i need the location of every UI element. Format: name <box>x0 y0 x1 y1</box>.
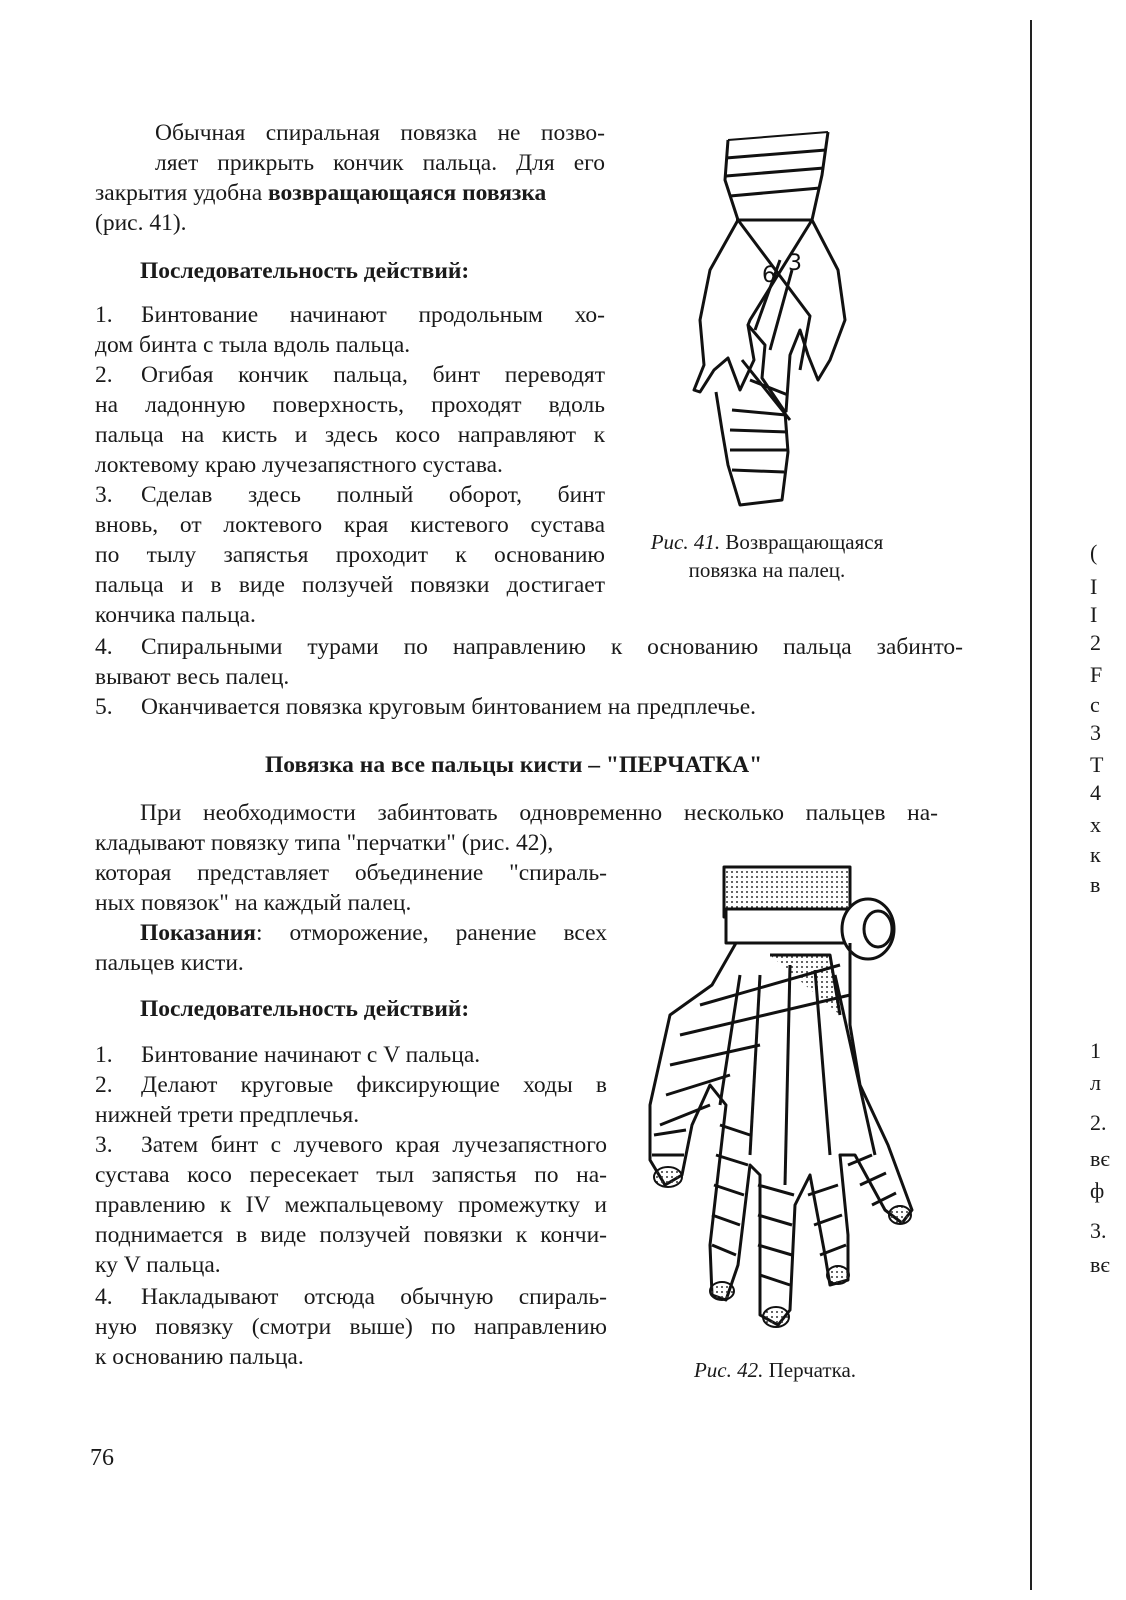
intro-line-2: ляет прикрыть кончик пальца. Для его <box>155 150 605 176</box>
s2-indications: Показания: отморожение, ранение всех <box>140 920 607 946</box>
s2-step-2-line-2: нижней трети предплечья. <box>95 1102 360 1128</box>
s1-step-2-line-4: локтевому краю лучезапястного сустава. <box>95 452 503 478</box>
s1-step-1-line-1: 1. Бинтование начинают продольным хо- <box>95 302 605 328</box>
s1-step-1-line-2: дом бинта с тыла вдоль пальца. <box>95 332 411 358</box>
fig41-label-6: 6 <box>762 263 776 288</box>
s2-intro-line-1: При необходимости забинтовать одновременно несколько пальцев на- <box>140 800 938 826</box>
edge-char: F <box>1090 662 1103 687</box>
s2-intro-line-4: ных повязок" на каждый палец. <box>95 890 412 916</box>
s1-step-2-line-1: 2. Огибая кончик пальца, бинт переводят <box>95 362 605 388</box>
s2-step-4-line-3: к основанию пальца. <box>95 1344 304 1370</box>
s1-step-2-line-2: на ладонную поверхность, проходят вдоль <box>95 392 605 418</box>
s2-step-4-line-1: 4. Накладывают отсюда обычную спираль- <box>95 1284 607 1310</box>
s1-step-3-line-2: вновь, от локтевого края кистевого сустава <box>95 512 605 538</box>
finger-bandage-illustration <box>680 120 860 520</box>
section2-title: Повязка на все пальцы кисти – "ПЕРЧАТКА" <box>265 752 763 778</box>
edge-char: 3 <box>1090 720 1101 745</box>
s2-intro-line-3: которая представляет объединение "спираль- <box>95 860 607 886</box>
s1-step-3-line-4: пальца и в виде ползучей повязки достигает <box>95 572 605 598</box>
intro-line-4: (рис. 41). <box>95 210 187 236</box>
s1-step-3-line-1: 3. Сделав здесь полный оборот, бинт <box>95 482 605 508</box>
s1-step-3-line-3: по тылу запястья проходит к основанию <box>95 542 605 568</box>
intro-line-3: закрытия удобна возвращающаяся повязка <box>95 180 547 206</box>
s2-intro-line-2: кладывают повязку типа "перчатки" (рис. 42), <box>95 830 554 856</box>
edge-char: T <box>1090 752 1104 777</box>
glove-bandage-illustration <box>640 855 930 1345</box>
edge-char: 1 <box>1090 1038 1101 1063</box>
edge-char: в <box>1090 872 1101 897</box>
s1-step-3-line-5: кончика пальца. <box>95 602 256 628</box>
s2-indications-line2: пальцев кисти. <box>95 950 244 976</box>
section1-heading: Последовательность действий: <box>140 258 470 284</box>
edge-char: I <box>1090 602 1098 627</box>
edge-char: 4 <box>1090 780 1101 805</box>
edge-char: вє <box>1090 1146 1110 1171</box>
page-edge-line <box>1030 20 1032 1590</box>
s2-step-1: 1. Бинтование начинают с V пальца. <box>95 1042 481 1068</box>
figure42-caption: Рис. 42. Перчатка. <box>693 1358 857 1382</box>
s2-step-3-line-1: 3. Затем бинт с лучевого края лучезапястного <box>95 1132 607 1158</box>
s1-step-2-line-3: пальца на кисть и здесь косо направляют к <box>95 422 605 448</box>
edge-char: л <box>1090 1070 1101 1095</box>
s1-step-4-line-1: 4. Спиральными турами по направлению к основанию пальца забинто- <box>95 634 963 660</box>
edge-char: x <box>1090 812 1101 837</box>
s1-step-5: 5. Оканчивается повязка круговым бинтованием на предплечье. <box>95 694 757 720</box>
edge-char: 2. <box>1090 1110 1107 1135</box>
s2-step-4-line-2: ную повязку (смотри выше) по направлению <box>95 1314 607 1340</box>
s2-step-3-line-2: сустава косо пересекает тыл запястья по на- <box>95 1162 607 1188</box>
fig41-label-3: 3 <box>788 251 802 276</box>
section2-heading: Последовательность действий: <box>140 996 470 1022</box>
s2-step-2-line-1: 2. Делают круговые фиксирующие ходы в <box>95 1072 607 1098</box>
page-number: 76 <box>90 1445 114 1471</box>
figure41-caption-line2: повязка на палец. <box>688 558 846 582</box>
edge-char: вє <box>1090 1252 1110 1277</box>
s2-step-3-line-5: ку V пальца. <box>95 1252 221 1278</box>
intro-line-1: Обычная спиральная повязка не позво- <box>155 120 605 146</box>
figure41-caption: Рис. 41. Возвращающаяся <box>650 530 884 554</box>
edge-char: ф <box>1090 1178 1105 1203</box>
edge-char: ( <box>1090 540 1098 565</box>
edge-char: 2 <box>1090 630 1101 655</box>
edge-char: c <box>1090 692 1100 717</box>
s2-step-3-line-4: поднимается в виде ползучей повязки к кончи- <box>95 1222 607 1248</box>
edge-char: 3. <box>1090 1218 1107 1243</box>
s1-step-4-line-2: вывают весь палец. <box>95 664 290 690</box>
edge-char: к <box>1090 842 1101 867</box>
edge-char: I <box>1090 574 1098 599</box>
s2-step-3-line-3: правлению к IV межпальцевому промежутку и <box>95 1192 607 1218</box>
